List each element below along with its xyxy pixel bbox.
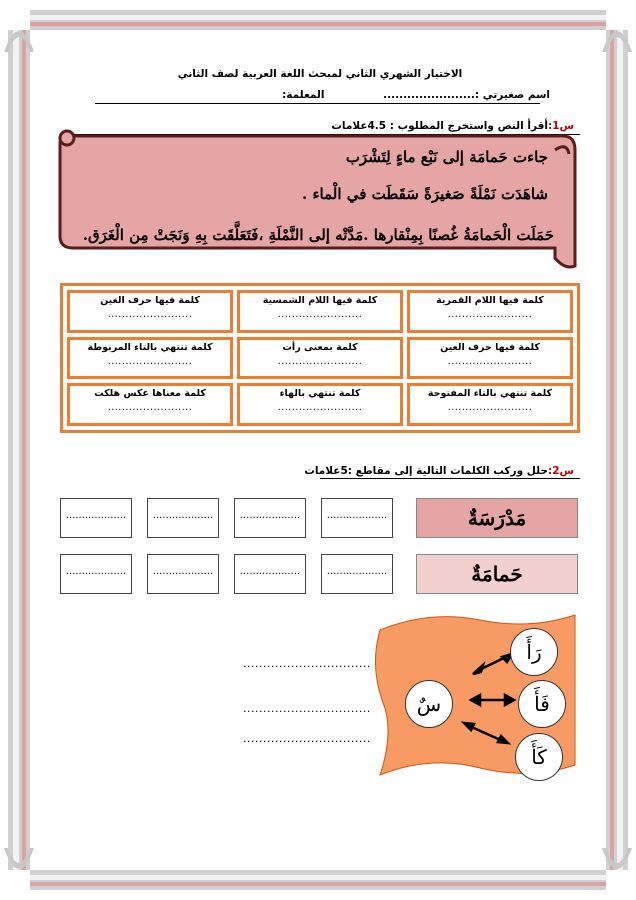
word-box-madrasa: مَدْرَسَةٌ: [416, 498, 578, 538]
question-1-number: س1:: [547, 120, 574, 132]
page-frame-right: [594, 0, 636, 900]
grid-row: [67, 383, 573, 426]
question-2-heading: [304, 465, 574, 477]
syllable-box[interactable]: ...................: [147, 554, 219, 594]
grid-cell[interactable]: كلمة بمعنى رأت ........................: [237, 337, 403, 380]
syllable-option-circle: فَأَ: [518, 680, 566, 728]
student-name-label: اسم صغيرتي :.......................: [383, 89, 550, 101]
question-1-instruction: أقرأ النص واستخرج المطلوب : 4.5علامات: [331, 120, 548, 132]
page-frame-top: [0, 0, 636, 40]
passage-line-1: جاءت حَمامَة إلى نَبْع ماءٍ لِتَشْرَب: [345, 148, 548, 166]
question-2-number: س2:: [547, 465, 574, 477]
answer-line[interactable]: ................................: [243, 702, 371, 715]
question-2-rule: [320, 478, 580, 479]
page-frame-left: [0, 0, 42, 900]
syllable-box[interactable]: ...................: [321, 554, 393, 594]
syllable-box[interactable]: ...................: [321, 498, 393, 538]
header-fields: [90, 89, 550, 101]
passage-line-2: شاهَدَت نَمْلَةً صَغيرَةً سَقَطَت في الْماء .: [302, 185, 548, 203]
grid-row: [67, 337, 573, 380]
page-frame-bottom: [0, 860, 636, 900]
grid-cell[interactable]: كلمة تنتهي بالتاء المربوطة ........................: [67, 337, 233, 380]
grid-cell[interactable]: كلمة معناها عكس هلكت ........................: [67, 383, 233, 426]
grid-row: [67, 290, 573, 333]
answer-line[interactable]: ................................: [243, 657, 371, 670]
grid-cell[interactable]: كلمة تنتهي بالتاء المفتوحة ........................: [407, 383, 573, 426]
exam-title: الاختبار الشهري الثاني لمبحث اللغة العربية لصف الثاني: [177, 68, 463, 80]
syllable-box[interactable]: ...................: [234, 498, 306, 538]
syllable-option-circle: رَأَ: [510, 628, 558, 676]
question-2-instruction: حلل وركب الكلمات التالية إلى مقاطع :5علامات: [304, 465, 548, 477]
teacher-label: المعلمة:: [282, 89, 325, 101]
syllable-box[interactable]: ...................: [60, 498, 132, 538]
center-syllable-circle: سٌ: [405, 680, 453, 728]
syllable-box[interactable]: ...................: [147, 498, 219, 538]
grid-cell[interactable]: كلمة فيها حرف الغين ........................: [67, 290, 233, 333]
header-underline: [95, 103, 540, 104]
grid-cell[interactable]: كلمة تنتهي بالهاء ........................: [237, 383, 403, 426]
word-box-hamama: حَمامَةٌ: [416, 554, 578, 594]
syllable-box[interactable]: ...................: [234, 554, 306, 594]
grid-cell[interactable]: كلمة فيها اللام القمرية ........................: [407, 290, 573, 333]
answer-line[interactable]: ................................: [243, 732, 371, 745]
syllable-option-circle: كَأَ: [515, 733, 563, 781]
passage-line-3: حَمَلَت الْحَمامَةُ غُصنًا بِمِنْقارها .مَدَّتْه إلى النَّمْلَةِ ،فَتَعَلَّقَت بِهِ وَنَجَتْ مِن الْغَرَق.: [82, 226, 554, 244]
syllable-box[interactable]: ...................: [60, 554, 132, 594]
grid-cell[interactable]: كلمة فيها اللام الشمسية ........................: [237, 290, 403, 333]
grid-cell[interactable]: كلمة فيها حرف العين ........................: [407, 337, 573, 380]
extraction-grid: [60, 283, 580, 433]
